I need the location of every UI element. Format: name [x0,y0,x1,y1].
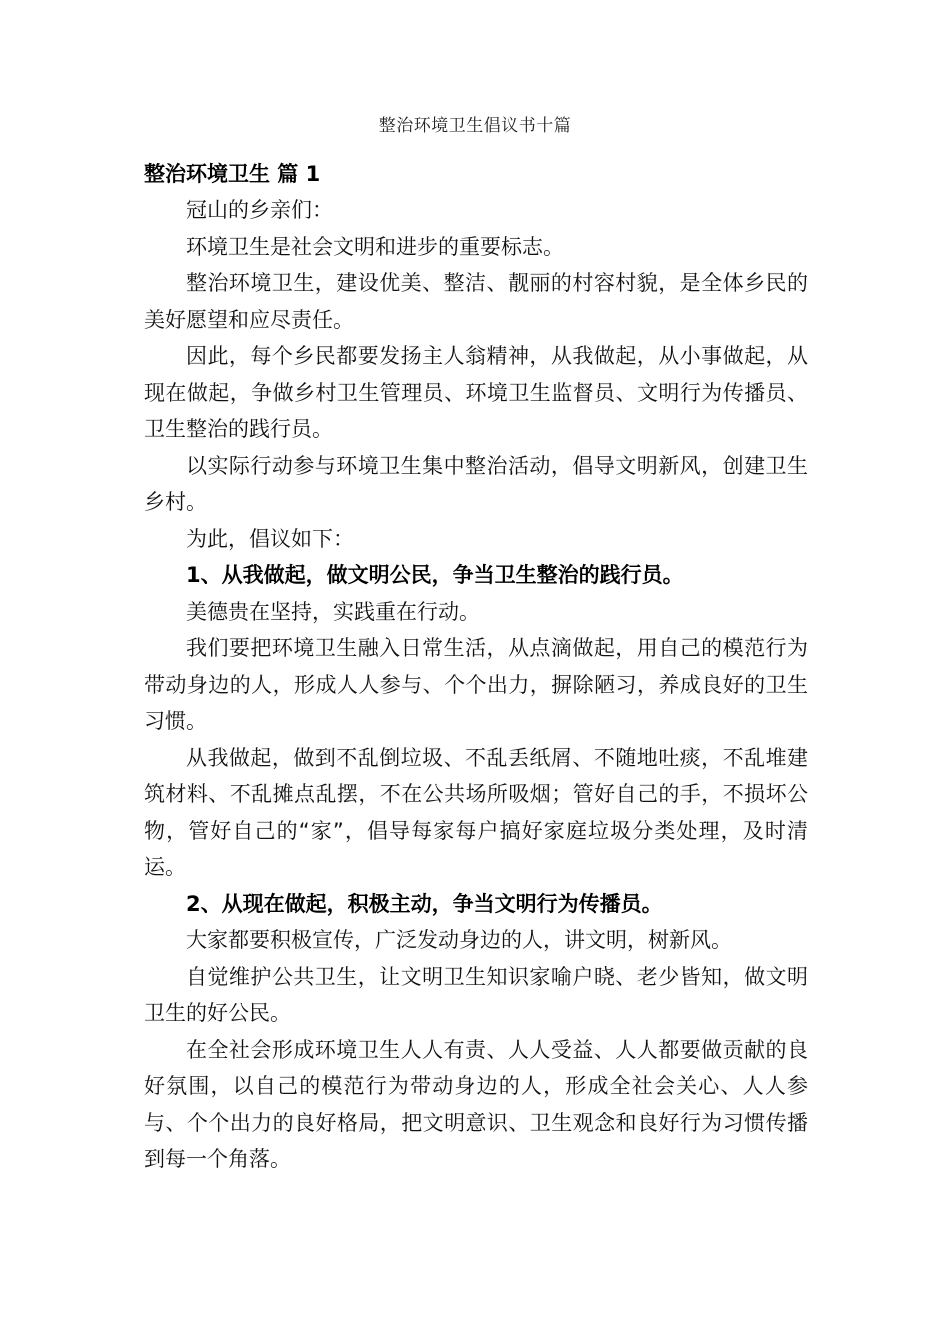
paragraph: 在全社会形成环境卫生人人有责、人人受益、人人都要做贡献的良好氛围，以自己的模范行为带动身边的人，形成全社会关心、人人参与、个个出力的良好格局，把文明意识、卫生观念和良好行为习惯传播到每一个角落。 [144,1037,808,1171]
section-heading: 整治环境卫生 篇 1 [144,162,321,186]
paragraph: 环境卫生是社会文明和进步的重要标志。 [186,234,564,259]
document-body [144,156,808,1178]
document-title: 整治环境卫生倡议书十篇 [378,116,572,136]
paragraph: 我们要把环境卫生融入日常生活，从点滴做起，用自己的模范行为带动身边的人，形成人人参与、个个出力，摒除陋习，养成良好的卫生习惯。 [144,636,808,733]
paragraph: 整治环境卫生，建设优美、整洁、靓丽的村容村貌，是全体乡民的美好愿望和应尽责任。 [144,271,808,332]
paragraph: 为此，倡议如下： [186,526,354,551]
proposal-heading-2: 2、从现在做起，积极主动，争当文明行为传播员。 [186,891,663,916]
paragraph: 从我做起，做到不乱倒垃圾、不乱丢纸屑、不随地吐痰，不乱堆建筑材料、不乱摊点乱摆，不在公共场所吸烟；管好自己的手，不损坏公物，管好自己的“家”，倡导每家每户搞好家庭垃圾分类处理，及时清运。 [144,745,808,879]
paragraph: 以实际行动参与环境卫生集中整治活动，倡导文明新风，创建卫生乡村。 [144,453,808,514]
proposal-heading-1: 1、从我做起，做文明公民，争当卫生整治的践行员。 [186,563,684,587]
paragraph: 大家都要积极宣传，广泛发动身边的人，讲文明，树新风。 [186,928,732,952]
paragraph: 因此，每个乡民都要发扬主人翁精神，从我做起，从小事做起，从现在做起，争做乡村卫生管理员、环境卫生监督员、文明行为传播员、卫生整治的践行员。 [144,344,808,441]
paragraph: 自觉维护公共卫生，让文明卫生知识家喻户晓、老少皆知，做文明卫生的好公民。 [144,964,808,1025]
salutation: 冠山的乡亲们： [186,198,333,222]
paragraph: 美德贵在坚持，实践重在行动。 [186,599,480,624]
